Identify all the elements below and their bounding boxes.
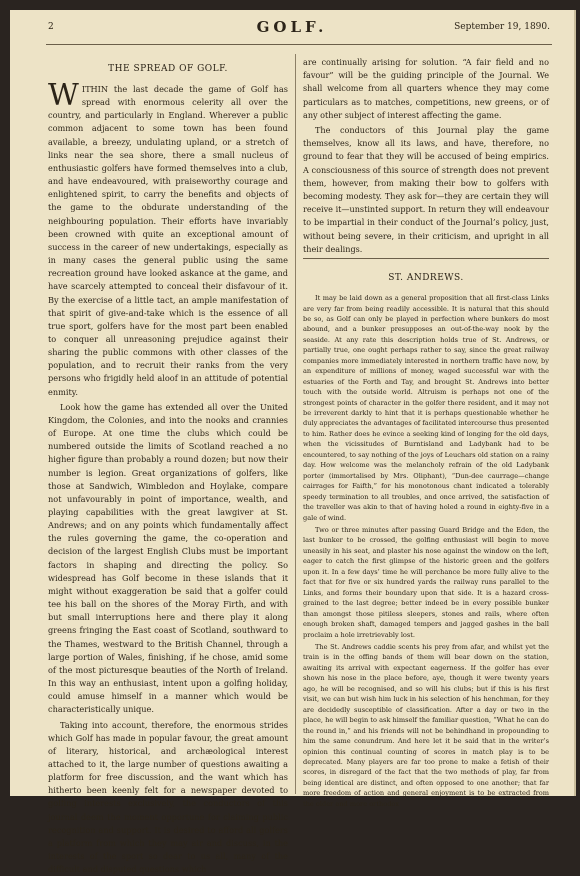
article-paragraph: are continually arising for solution. “A fair field and no favour” will be the guiding principle of the Journal. We shall welcome from all quarters whence they may come particulars as to matches, competitions, new greens, or of any other subject of interest affecting the game. [303,56,549,122]
header-rule [46,44,552,45]
right-column [303,56,549,796]
newspaper-page [10,10,576,796]
article-paragraph: The conductors of this Journal play the game themselves, know all its laws, and have, therefore, no ground to fear that they will be accused of being empirics. A consciousness of this source of strength does not prevent them, however, from making their bow to golfers with becoming modesty. They ask for—they are certain they will receive it—unstinted support. In return they will endeavour to be impartial in their conduct of the Journal’s policy, just, without being severe, in their criticism, and upright in all their dealings. [303,124,549,256]
article-heading-spread-of-golf: THE SPREAD OF GOLF. [48,64,288,74]
article-paragraph [48,83,288,399]
article-paragraph: It may be laid down as a general proposition that all first-class Links are very far from being readily accessible. It is natural that this should be so, as Golf can only be played in perfection where bunkers do most abound, and a bunker presupposes an out-of-the-way nook by the seaside. At any rate this description holds true of St. Andrews, or partially true, one ought perhaps rather to say, since the great railway companies more immediately interested in northern traffic have now, by an expenditure of millions of money, waged successful war with the estuaries of the Forth and Tay, and brought St. Andrews into better touch with the outside world. Altruism is perhaps not one of the strongest points of character in the golfer there resident, and it may not be irreverent darkly to hint that it is perhaps questionable whether he duly appreciates the advantages of facilitated intercourse thus presented to him. Rather does he evince a seeking kind of longing for the old days, when the vicissitudes of Burntisland and Ladybank had to be encountered, to say nothing of the joys of Leuchars old station on a rainy day. How welcome was the melancholy refrain of the old Ladybank porter (immortalised by Mrs. Oliphant), “Dun-dee caurrage—change cairrages for Faifth,” for his monotonous chant indicated a tolerably speedy termination to all troubles, and once arrived, the satisfaction of the traveller was akin to that of having holed a round in eighty-five in a gale of wind. [303,293,549,523]
article-paragraph: Look how the game has extended all over the United Kingdom, the Colonies, and into the nooks and crannies of Europe. At one time the clubs which could be numbered outside the limits of Scotland reached a no higher figure than probably a round dozen; but now their number is legion. Great organizations of golfers, like those at Sandwich, Wimbledon and Hoylake, compare not unfavourably in point of importance, wealth, and playing capabilities with the great lawgiver at St. Andrews; and on any points which fundamentally affect the rules governing the game, the co-operation and decision of the largest English Clubs must be important factors in shaping and directing the policy. So widespread has Golf become in these islands that it might without exaggeration be said that a golfer could tee his ball on the shores of the Moray Firth, and with but small interruptions here and there play it along greens fringing the East coast of Scotland, southward to the Thames, westward to the British Channel, through a large portion of Wales, finishing, if he chose, amid some of the most picturesque beauties of the North of Ireland. In this way an enthusiast, intent upon a golfing holiday, could amuse himself in a manner which would be characteristically unique. [48,401,288,717]
issue-date: September 19, 1890. [454,22,550,32]
article-paragraph: Two or three minutes after passing Guard Bridge and the Eden, the last bunker to be crossed, the golfing enthusiast will begin to move uneasily in his seat, and plaster his nose against the window on the left, eager to catch the first glimpse of the historic green and the golfers upon it. In a few days’ time he will perchance be more fully alive to the fact that for five or six hundred yards the railway runs parallel to the Links, and forms their boundary upon that side. It is a hazard cross-grained to the last degree; better indeed be in every possible bunker than amongst those pitiless sleepers, stones and rails, where often enough broken shaft, damaged tempers and jagged gashes in the ball proclaim a hole irretrievably lost. [303,525,549,640]
page-number: 2 [48,22,54,32]
column-divider [295,54,296,794]
article-paragraph: Taking into account, therefore, the enormous strides which Golf has made in popular favour, the great amount of literary, historical, and archæological interest attached to it, the large number of questions awaiting a platform for free discussion, and the want which has hitherto been keenly felt for a newspaper devoted to golfing interests exclusively, the conductors of this journal deem the moment opportune for claiming public recognition and support. It is desired to afford all golfers a platform from which they may air and discuss, in the interests of the sport so dear to us all, many of the difficult and disputed questions which [48,719,288,876]
article-paragraph: The St. Andrews caddie scents his prey from afar, and whilst yet the train is in the offing bands of them will bear down on the station, awaiting its arrival with expectant eagerness. If the golfer has ever shown his nose in the place before, aye, though it were twenty years ago, he will be recognised, and so will his clubs; but if this is his first visit, we can but wish him luck in his selection of his henchman, for they are decidedly susceptible of classification. After a day or two in the place, he will begin to ask himself the familiar question, “What he can do the round in,” and his friends will not be behindhand in propounding to him the same conundrum. And here let it be said that in the writer’s opinion this continual counting of scores in match play is to be deprecated. Many players are far too prone to make a fetish of their scores, in disregard of the fact that the two methods of play, far from being identical are distinct, and often opposed to one another; that far more freedom of action and general enjoyment is to be extracted from the older and more orthodox [303,642,549,809]
left-column [48,56,288,796]
masthead-title: GOLF. [10,18,574,36]
paragraph-text: ITHIN the last decade the game of Golf has spread with enormous celerity all over the country, and particularly in England. Wherever a public common adjacent to some town has been found available, a breezy, undulating upland, or a stretch of links near the sea shore, there a small nucleus of enthusiastic golfers have formed themselves into a club, and have endeavoured, with praiseworthy courage and enlightened spirit, to carry the benefits and objects of the game to the obdurate understanding of the neighbouring population. Their efforts have invariably been crowned with quite an exceptional amount of success in the career of new undertakings, especially as in many cases the general public using the same recreation ground have looked askance at the game, and have scarcely attempted to conceal their disfavour of it. By the exercise of a little tact, an ample manifestation of that spirit of give-and-take which is the essence of all true sport, golfers have for the most part been enabled to conquer all unreasoning prejudice against their sharing the public commons with other classes of the population, and to recruit their ranks from the very persons who frigidly held aloof in an attitude of potential enmity. [48,84,288,397]
running-head [10,16,574,42]
drop-cap: W [48,84,79,108]
article-heading-st-andrews: ST. ANDREWS. [303,273,549,283]
article-separator [303,258,549,259]
